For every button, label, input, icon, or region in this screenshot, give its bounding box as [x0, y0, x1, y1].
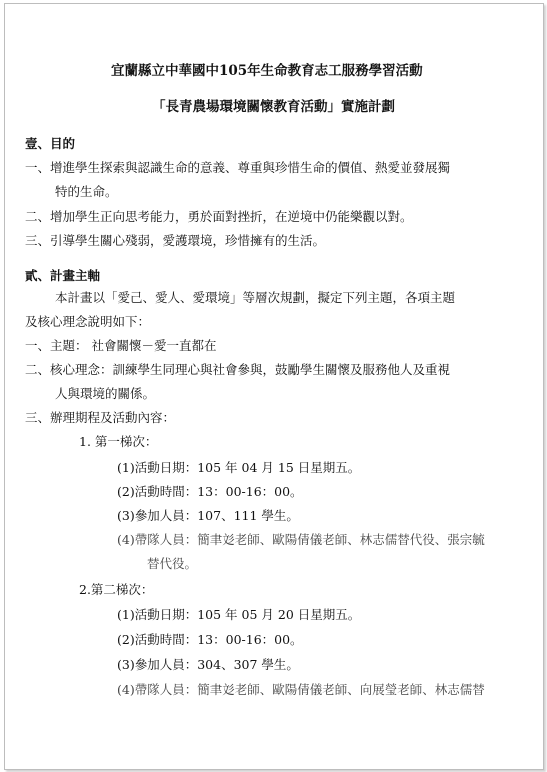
section-1-heading: 壹、目的 — [25, 136, 76, 151]
section-2-heading: 貳、計畫主軸 — [25, 268, 101, 283]
purpose-item-2: 二、增加學生正向思考能力，勇於面對挫折，在逆境中仍能樂觀以對。 — [25, 209, 413, 224]
title-line-1: 宜蘭縣立中華國中105年生命教育志工服務學習活動 — [111, 63, 423, 79]
session-1-time: (2)活動時間：13：00-16：00。 — [117, 484, 303, 499]
intro-line-2: 及核心理念說明如下： — [25, 314, 151, 329]
intro-line-1: 本計畫以「愛己、愛人、愛環境」等層次規劃，擬定下列主題，各項主題 — [55, 290, 456, 305]
session-2-date: (1)活動日期：105 年 05 月 20 日星期五。 — [117, 607, 361, 622]
session-1-date: (1)活動日期：105 年 04 月 15 日星期五。 — [117, 460, 361, 475]
document-page — [4, 3, 544, 770]
session-1-label: 1. 第一梯次： — [79, 434, 158, 449]
session-1-leaders-line-2: 替代役。 — [147, 556, 198, 571]
theme-line: 一、主題： 社會關懷－愛一直都在 — [25, 338, 217, 353]
core-concept-line-2: 人與環境的關係。 — [55, 386, 156, 401]
session-1-participants: (3)參加人員：107、111 學生。 — [117, 508, 299, 523]
title-line-2: 「長青農場環境關懷教育活動」實施計劃 — [152, 99, 395, 115]
schedule-heading: 三、辦理期程及活動內容： — [25, 410, 176, 425]
session-2-label: 2.第二梯次： — [79, 582, 154, 597]
session-1-leaders-line-1: (4)帶隊人員：簡聿彣老師、歐陽倩儀老師、林志儒替代役、張宗毓 — [117, 532, 485, 547]
purpose-item-1: 一、增進學生探索與認識生命的意義、尊重與珍惜生命的價值、熱愛並發展獨 — [25, 160, 451, 175]
session-2-participants: (3)參加人員：304、307 學生。 — [117, 657, 299, 672]
core-concept-line-1: 二、核心理念：訓練學生同理心與社會參與，鼓勵學生關懷及服務他人及重視 — [25, 362, 451, 377]
purpose-item-3: 三、引導學生關心殘弱，愛護環境，珍惜擁有的生活。 — [25, 233, 326, 248]
session-2-leaders-line-1: (4)帶隊人員：簡聿彣老師、歐陽倩儀老師、向展瑩老師、林志儒替 — [117, 682, 485, 697]
session-2-time: (2)活動時間：13：00-16：00。 — [117, 632, 303, 647]
purpose-item-1-cont: 特的生命。 — [55, 184, 118, 199]
